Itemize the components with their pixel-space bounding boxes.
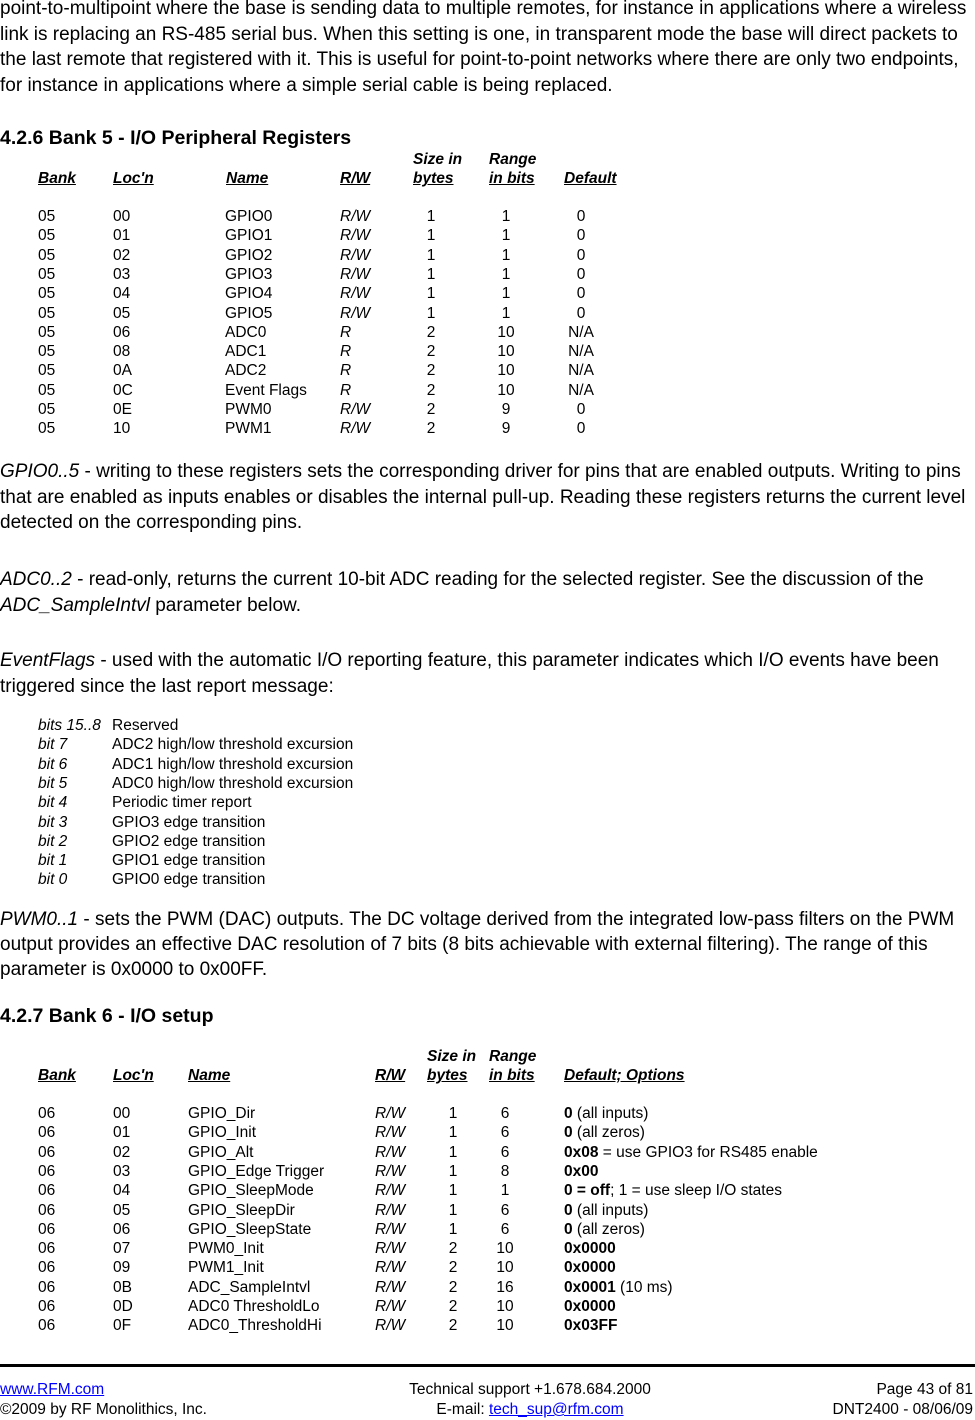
adc-description [0,567,972,618]
default-note: (all inputs) [572,1105,649,1122]
cell-size: 1 [426,304,436,322]
cell-bank: 06 [38,1124,56,1142]
cell-rw: R/W [375,1317,406,1335]
bank6-col-bank: Bank [38,1067,76,1084]
bank6-col-loc: Loc'n [113,1067,154,1084]
default-value: 0x08 [564,1143,599,1161]
cell-range: 10 [496,1298,514,1315]
bit-description: ADC1 high/low threshold excursion [112,755,354,773]
bit-description: GPIO0 edge transition [112,871,266,889]
default-value: 0 [564,1124,573,1142]
default-value: 0x0000 [564,1240,616,1258]
cell-size: 1 [426,246,436,264]
cell-range: 1 [501,265,511,283]
cell-loc: 06 [113,1220,131,1238]
cell-bank: 05 [38,343,56,361]
cell-default: N/A [568,323,594,341]
cell-loc: 07 [113,1240,131,1258]
bank6-col-range: in bits [489,1067,535,1084]
cell-bank: 05 [38,208,56,225]
cell-range: 10 [496,1317,514,1335]
cell-rw: R/W [340,208,371,225]
cell-name: ADC_SampleIntvl [188,1278,311,1296]
cell-rw: R/W [375,1298,406,1315]
default-value: 0 [564,1220,573,1238]
cell-loc: 0F [113,1317,132,1335]
cell-loc: 04 [113,285,131,303]
bank5-heading: 4.2.6 Bank 5 - I/O Peripheral Registers [0,127,352,149]
cell-bank: 05 [38,227,56,245]
cell-default [564,1123,645,1142]
cell-rw: R/W [375,1124,406,1142]
default-value: 0 [564,1105,573,1122]
cell-size: 2 [426,420,436,438]
bit-label: bit 6 [38,755,68,773]
footer-rule [0,1364,975,1367]
cell-range: 1 [500,1182,510,1200]
cell-name: GPIO_Edge Trigger [188,1162,325,1180]
bit-label: bit 7 [38,736,68,754]
cell-loc: 03 [113,265,131,283]
cell-rw: R/W [375,1201,406,1219]
bit-label: bit 2 [38,832,68,850]
cell-size: 2 [426,362,436,380]
cell-loc: 01 [113,227,131,245]
default-note: = use GPIO3 for RS485 enable [598,1143,818,1161]
cell-name: ADC2 [225,362,267,380]
cell-size: 1 [426,208,436,225]
cell-rw: R [340,323,352,341]
cell-default: 0 [576,208,586,225]
cell-rw: R/W [340,227,371,245]
eventflags-text: - used with the automatic I/O reporting feature, this parameter indicates which I/O events have been triggered since the last report message: [0,650,939,697]
cell-default [564,1316,617,1335]
bit-description: GPIO1 edge transition [112,852,266,870]
cell-default [564,1143,818,1162]
cell-range: 10 [497,381,515,399]
cell-name: GPIO3 [225,265,273,283]
pwm-description [0,907,972,982]
cell-name: Event Flags [225,381,307,399]
cell-loc: 0B [113,1278,132,1296]
bank6-col-rw: R/W [375,1067,406,1084]
cell-default: N/A [568,381,594,399]
default-note: (all inputs) [572,1201,649,1219]
cell-size: 2 [426,323,436,341]
bank6-col-name: Name [188,1067,231,1084]
cell-loc: 02 [113,246,131,264]
cell-default: 0 [576,246,586,264]
cell-bank: 05 [38,362,56,380]
cell-range: 1 [501,246,511,264]
cell-range: 1 [501,304,511,322]
cell-name: PWM1_Init [188,1259,264,1277]
cell-bank: 06 [38,1201,56,1219]
default-value: 0 [564,1201,573,1219]
cell-size: 1 [448,1105,458,1122]
cell-rw: R/W [340,304,371,322]
cell-rw: R/W [340,246,371,264]
cell-loc: 0C [113,381,133,399]
cell-default [564,1201,648,1220]
cell-loc: 0A [113,362,132,380]
default-value: 0x03FF [564,1317,618,1335]
bank6-col-default: Default; Options [564,1067,685,1084]
cell-size: 2 [448,1317,458,1335]
bit-description: ADC2 high/low threshold excursion [112,736,354,754]
cell-name: PWM1 [225,420,272,438]
adc-text-b: parameter below. [149,594,301,616]
adc-term: ADC0..2 [0,569,72,590]
cell-default [564,1239,616,1258]
cell-default: 0 [576,401,586,418]
bit-description: ADC0 high/low threshold excursion [112,774,354,792]
cell-name: GPIO_Alt [188,1143,254,1161]
cell-default [564,1220,645,1239]
default-value: 0x0000 [564,1298,616,1315]
cell-size: 2 [426,381,436,399]
cell-bank: 06 [38,1317,56,1335]
cell-default [564,1278,673,1297]
website-link[interactable]: www.RFM.com [0,1381,105,1398]
cell-bank: 06 [38,1220,56,1238]
gpio-text: - writing to these registers sets the corresponding driver for pins that are enabled outputs. Writing to pins that are enabled as inputs enables or disables the internal pull-up. Reading these registers returns the current level detected on the corresponding pins. [0,461,966,533]
bank5-col-rw: R/W [340,170,371,187]
cell-name: GPIO_Dir [188,1105,256,1122]
adc-text-a: - read-only, returns the current 10-bit ADC reading for the selected register. See the discussion of the [71,569,924,590]
page-number: Page 43 of 81 [876,1381,973,1398]
intro-paragraph: point-to-multipoint where the base is sending data to multiple remotes, for instance in applications where a wireless link is replacing an RS-485 serial bus. When this setting is one, in transparent mode the base will direct packets to the last remote that registered with it. This is useful for point-to-point networks where there are only two endpoints, for instance in applications where a simple serial cable is being replaced. [0,0,967,96]
bank5-col-loc: Loc'n [113,170,154,187]
cell-size: 2 [448,1278,458,1296]
bank5-col-range: in bits [489,170,535,187]
cell-range: 6 [500,1124,510,1142]
cell-name: GPIO0 [225,208,273,225]
bit-label: bit 0 [38,871,68,889]
cell-range: 10 [497,343,515,361]
cell-rw: R/W [340,265,371,283]
cell-bank: 05 [38,323,56,341]
cell-default: 0 [576,285,586,303]
cell-size: 1 [448,1143,458,1161]
bank5-col-default: Default [564,170,617,187]
cell-size: 1 [448,1124,458,1142]
cell-size: 2 [426,401,436,418]
bit-label: bit 1 [38,852,68,870]
cell-name: GPIO5 [225,304,273,322]
cell-bank: 05 [38,285,56,303]
doc-id: DNT2400 - 08/06/09 [832,1401,973,1418]
cell-bank: 06 [38,1278,56,1296]
cell-name: PWM0 [225,401,272,418]
bit-label: bit 3 [38,813,68,831]
cell-default [564,1181,782,1200]
email-label: E-mail: [436,1401,489,1418]
cell-loc: 04 [113,1182,131,1200]
cell-range: 8 [500,1162,510,1180]
cell-default [564,1104,648,1123]
cell-range: 6 [500,1220,510,1238]
cell-loc: 01 [113,1124,131,1142]
cell-range: 6 [500,1143,510,1161]
bank5-col-bank: Bank [38,170,76,187]
bit-description: Reserved [112,717,179,734]
bit-description: Periodic timer report [112,794,252,812]
cell-size: 1 [448,1220,458,1238]
cell-loc: 05 [113,1201,131,1219]
cell-loc: 10 [113,420,131,438]
bank6-col-size: bytes [427,1067,468,1084]
cell-rw: R/W [340,285,371,303]
cell-range: 9 [501,420,511,438]
cell-name: PWM0_Init [188,1240,264,1258]
cell-bank: 05 [38,246,56,264]
cell-rw: R/W [375,1162,406,1180]
cell-rw: R/W [375,1143,406,1161]
bank5-col-size-top: Size in [413,151,463,168]
gpio-term: GPIO0..5 [0,461,80,482]
cell-bank: 06 [38,1298,56,1315]
cell-name: GPIO_SleepDir [188,1201,295,1219]
footer-left [0,1380,207,1420]
default-note: (10 ms) [615,1278,673,1296]
cell-name: GPIO1 [225,227,273,245]
cell-default: 0 [576,420,586,438]
default-note: (all zeros) [572,1124,645,1142]
cell-name: ADC0 [225,323,267,341]
bank5-col-size: bytes [413,170,454,187]
cell-range: 6 [500,1201,510,1219]
cell-size: 2 [426,343,436,361]
cell-rw: R/W [375,1220,406,1238]
cell-rw: R/W [375,1278,406,1296]
cell-bank: 06 [38,1259,56,1277]
bit-label: bit 5 [38,774,68,792]
eventflags-description [0,648,972,699]
cell-bank: 05 [38,420,56,438]
cell-range: 1 [501,227,511,245]
cell-name: ADC0_ThresholdHi [188,1317,322,1335]
gpio-description [0,459,972,536]
email-link[interactable]: tech_sup@rfm.com [488,1401,624,1418]
bank5-col-range-top: Range [489,151,537,168]
pwm-text: - sets the PWM (DAC) outputs. The DC voltage derived from the integrated low-pass filters on the PWM output provides an effective DAC resolution of 7 bits (8 bits achievable with external filtering). The range of this parameter is 0x0000 to 0x00FF. [0,909,955,980]
cell-bank: 06 [38,1162,56,1180]
cell-size: 1 [448,1201,458,1219]
default-value: 0x00 [564,1162,599,1180]
cell-bank: 06 [38,1143,56,1161]
bit-description: GPIO2 edge transition [112,832,266,850]
support-phone: Technical support +1.678.684.2000 [409,1381,651,1398]
cell-size: 2 [448,1240,458,1258]
cell-loc: 0D [113,1298,133,1315]
cell-size: 1 [426,265,436,283]
cell-rw: R [340,343,352,361]
cell-name: GPIO4 [225,285,273,303]
pwm-term: PWM0..1 [0,909,79,930]
default-value: 0 = off [564,1182,611,1200]
cell-rw: R/W [375,1182,406,1200]
bit-label: bit 4 [38,794,68,812]
bit-description: GPIO3 edge transition [112,813,266,831]
footer-center [380,1380,680,1420]
cell-name: ADC1 [225,343,267,361]
cell-bank: 05 [38,265,56,283]
cell-name: ADC0 ThresholdLo [188,1298,320,1315]
cell-name: GPIO_SleepMode [188,1182,314,1200]
footer-right [833,1380,973,1420]
cell-default: 0 [576,265,586,283]
bit-label: bits 15..8 [38,717,101,734]
cell-size: 1 [448,1162,458,1180]
cell-bank: 05 [38,304,56,322]
cell-default: N/A [568,343,594,361]
cell-loc: 02 [113,1143,131,1161]
cell-rw: R [340,381,352,399]
cell-default: N/A [568,362,594,380]
cell-size: 2 [448,1259,458,1277]
cell-bank: 06 [38,1105,56,1122]
cell-default [564,1162,598,1181]
default-value: 0x0001 [564,1278,616,1296]
cell-default [564,1258,616,1277]
default-note: ; 1 = use sleep I/O states [610,1182,782,1200]
default-note: (all zeros) [572,1220,645,1238]
cell-size: 1 [426,227,436,245]
cell-range: 16 [496,1278,514,1296]
cell-loc: 03 [113,1162,131,1180]
cell-rw: R [340,362,352,380]
cell-range: 1 [501,208,511,225]
eventflags-term: EventFlags [0,650,96,671]
cell-bank: 06 [38,1182,56,1200]
copyright: ©2009 by RF Monolithics, Inc. [0,1401,207,1418]
cell-loc: 08 [113,343,131,361]
cell-rw: R/W [340,401,371,418]
cell-rw: R/W [375,1259,406,1277]
cell-name: GPIO_Init [188,1124,257,1142]
cell-name: GPIO_SleepState [188,1220,312,1238]
bank5-col-name: Name [226,170,269,187]
cell-range: 1 [501,285,511,303]
cell-range: 10 [496,1259,514,1277]
cell-loc: 00 [113,1105,131,1122]
cell-bank: 05 [38,381,56,399]
cell-range: 10 [496,1240,514,1258]
cell-range: 10 [497,323,515,341]
cell-rw: R/W [375,1240,406,1258]
cell-size: 2 [448,1298,458,1315]
cell-loc: 09 [113,1259,131,1277]
cell-loc: 00 [113,208,131,225]
cell-range: 9 [501,401,511,418]
cell-rw: R/W [375,1105,406,1122]
bank6-col-range-top: Range [489,1048,537,1065]
cell-default: 0 [576,304,586,322]
cell-default: 0 [576,227,586,245]
cell-rw: R/W [340,420,371,438]
cell-default [564,1297,616,1316]
cell-bank: 05 [38,401,56,418]
cell-size: 1 [426,285,436,303]
cell-loc: 0E [113,401,132,418]
cell-loc: 05 [113,304,131,322]
cell-range: 10 [497,362,515,380]
adc-param: ADC_SampleIntvl [0,594,150,616]
cell-loc: 06 [113,323,131,341]
cell-size: 1 [448,1182,458,1200]
bank6-heading: 4.2.7 Bank 6 - I/O setup [0,1005,214,1027]
cell-range: 6 [500,1105,510,1122]
default-value: 0x0000 [564,1259,616,1277]
cell-bank: 06 [38,1240,56,1258]
bank6-col-size-top: Size in [427,1048,477,1065]
cell-name: GPIO2 [225,246,273,264]
